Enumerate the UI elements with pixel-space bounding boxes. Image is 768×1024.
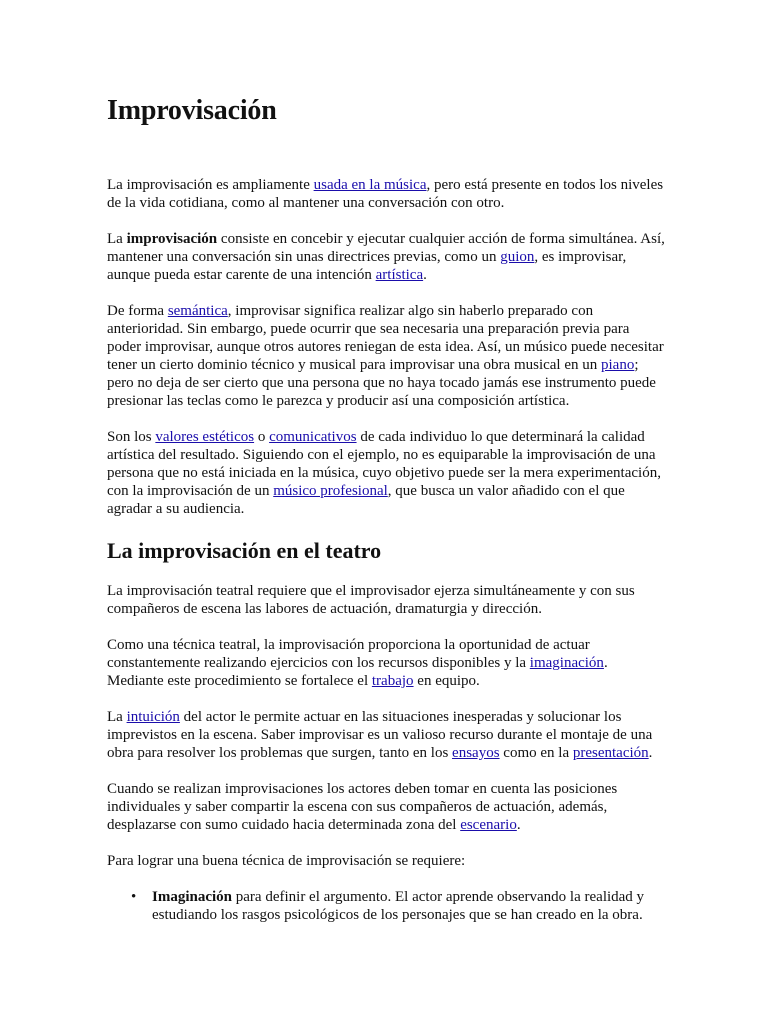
text-run: La: [107, 709, 127, 725]
text-run: .: [423, 267, 427, 283]
text-run: de cada individuo lo que determinará la calidad artística del resultado. Siguiendo con el ejemplo, no es equiparable la improvisación de una persona que no está iniciada en la música, cuyo objetivo puede ser la mera experimentación, con la improvisación de un: [107, 429, 661, 499]
paragraph-technique: [107, 636, 667, 690]
text-run: en equipo.: [413, 673, 480, 689]
text-run: .: [516, 817, 521, 833]
requirements-list: [107, 888, 667, 924]
document-page: [107, 92, 667, 924]
link-ensayos[interactable]: ensayos: [452, 745, 500, 761]
paragraph-semantics: [107, 302, 667, 410]
link-piano[interactable]: piano: [601, 357, 635, 373]
text-run: Son los: [107, 429, 156, 445]
text-run: .: [648, 745, 653, 761]
text-run: consiste en concebir y ejecutar cualquier acción de forma simultánea. Así, mantener una conversación sin unas directrices previas, como un: [107, 231, 665, 265]
text-run: . Mediante este procedimiento se fortalece el: [107, 655, 608, 689]
link-imaginacion[interactable]: imaginación: [529, 655, 604, 671]
text-run: La: [107, 231, 127, 247]
link-semantica[interactable]: semántica: [167, 303, 228, 319]
text-run: De forma: [107, 303, 168, 319]
text-run: , improvisar significa realizar algo sin haberlo preparado con anterioridad. Sin embargo, puede ocurrir que sea necesaria una preparación previa para poder improvisar, aunque otros autores reniegan de esta idea. Así, un músico puede necesitar tener un cierto dominio técnico y musical para improvisar una obra musical en un: [107, 303, 664, 373]
link-intuicion[interactable]: intuición: [126, 709, 180, 725]
link-usada-en-la-musica[interactable]: usada en la música: [313, 177, 427, 193]
bullet-icon: •: [131, 889, 137, 905]
text-run: ; pero no deja de ser cierto que una persona que no haya tocado jamás ese instrumento puede presionar las teclas como le parezca y producir así una composición artística.: [107, 357, 656, 409]
paragraph-intuition: [107, 708, 667, 762]
bold-term: improvisación: [126, 231, 218, 247]
text-run: o: [254, 429, 270, 445]
link-presentacion[interactable]: presentación: [572, 745, 649, 761]
list-item: [131, 888, 667, 924]
text-run: , que busca un valor añadido con el que agradar a su audiencia.: [107, 483, 625, 517]
paragraph-teatral: [107, 582, 667, 618]
link-escenario[interactable]: escenario: [460, 817, 517, 833]
text-run: como en la: [499, 745, 573, 761]
paragraph-definition: [107, 230, 667, 284]
link-musico-profesional[interactable]: músico profesional: [273, 483, 388, 499]
link-valores-esteticos[interactable]: valores estéticos: [155, 429, 255, 445]
paragraph-values: [107, 428, 667, 518]
paragraph-positions: [107, 780, 667, 834]
page-title: Improvisación: [107, 95, 277, 126]
bold-term: Imaginación: [152, 889, 233, 905]
text-run: La improvisación teatral requiere que el improvisador ejerza simultáneamente y con sus compañeros de escena las labores de actuación, dramaturgia y dirección.: [107, 583, 635, 617]
link-artistica[interactable]: artística: [375, 267, 424, 283]
text-run: para definir el argumento. El actor aprende observando la realidad y estudiando los rasgos psicológicos de los personajes que se han creado en la obra.: [152, 889, 645, 923]
text-run: La improvisación es ampliamente: [107, 177, 314, 193]
link-comunicativos[interactable]: comunicativos: [269, 429, 357, 445]
section-heading-teatro: La improvisación en el teatro: [107, 538, 382, 563]
text-run: Cuando se realizan improvisaciones los actores deben tomar en cuenta las posiciones individuales y saber compartir la escena con sus compañeros de actuación, además, desplazarse con sumo cuidado hacia determinada zona del: [107, 781, 618, 833]
paragraph-requirements: [107, 852, 667, 870]
text-run: Para lograr una buena técnica de improvisación se requiere:: [107, 853, 466, 869]
link-guion[interactable]: guion: [500, 249, 535, 265]
text-run: , es improvisar, aunque pueda estar carente de una intención: [107, 249, 627, 283]
text-run: Como una técnica teatral, la improvisación proporciona la oportunidad de actuar constantemente realizando ejercicios con los recursos disponibles y la: [107, 637, 590, 671]
paragraph-intro: [107, 176, 667, 212]
link-trabajo[interactable]: trabajo: [371, 673, 414, 689]
text-run: del actor le permite actuar en las situaciones inesperadas y solucionar los imprevistos en la escena. Saber improvisar es un valioso recurso durante el montaje de una obra para resolver los problemas que surgen, tanto en los: [107, 709, 653, 761]
text-run: , pero está presente en todos los niveles de la vida cotidiana, como al mantener una conversación con otro.: [107, 177, 664, 211]
